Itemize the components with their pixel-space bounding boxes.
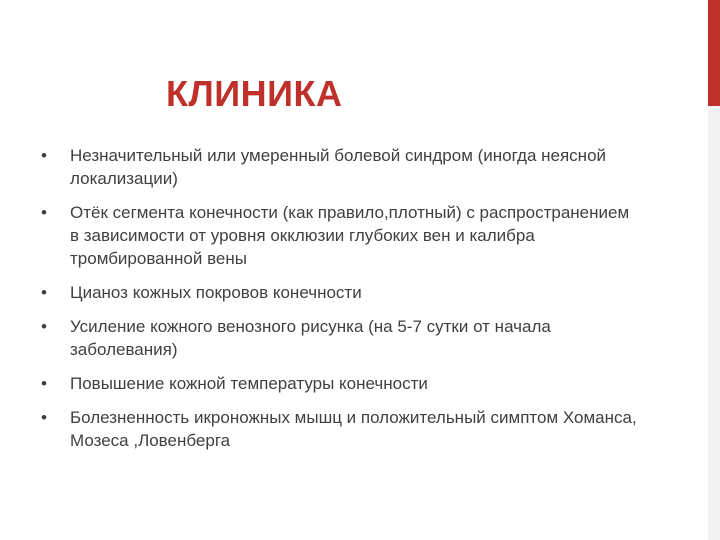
bullet-icon: •: [41, 203, 47, 222]
bullet-item: [40, 372, 640, 395]
bullet-icon: •: [41, 317, 47, 336]
bullet-item: [40, 201, 640, 270]
bullet-item: [40, 281, 640, 304]
bullet-text: Усиление кожного венозного рисунка (на 5-7 сутки от начала заболевания): [70, 317, 551, 359]
bullet-text: Цианоз кожных покровов конечности: [70, 283, 362, 302]
bullet-list: [40, 144, 640, 463]
bullet-item: [40, 144, 640, 190]
bullet-text: Повышение кожной температуры конечности: [70, 374, 428, 393]
bullet-icon: •: [41, 374, 47, 393]
accent-bar: [708, 0, 720, 106]
bullet-item: [40, 406, 640, 452]
bullet-icon: •: [41, 408, 47, 427]
bullet-icon: •: [41, 146, 47, 165]
bullet-item: [40, 315, 640, 361]
bullet-text: Болезненность икроножных мышц и положительный симптом Хоманса, Мозеса ,Ловенберга: [70, 408, 637, 450]
bullet-text: Отёк сегмента конечности (как правило,плотный) с распространением в зависимости от уровня окклюзии глубоких вен и калибра тромбированной вены: [70, 203, 630, 268]
bullet-icon: •: [41, 283, 47, 302]
bullet-text: Незначительный или умеренный болевой синдром (иногда неясной локализации): [70, 146, 607, 188]
slide-title: КЛИНИКА: [166, 73, 343, 114]
